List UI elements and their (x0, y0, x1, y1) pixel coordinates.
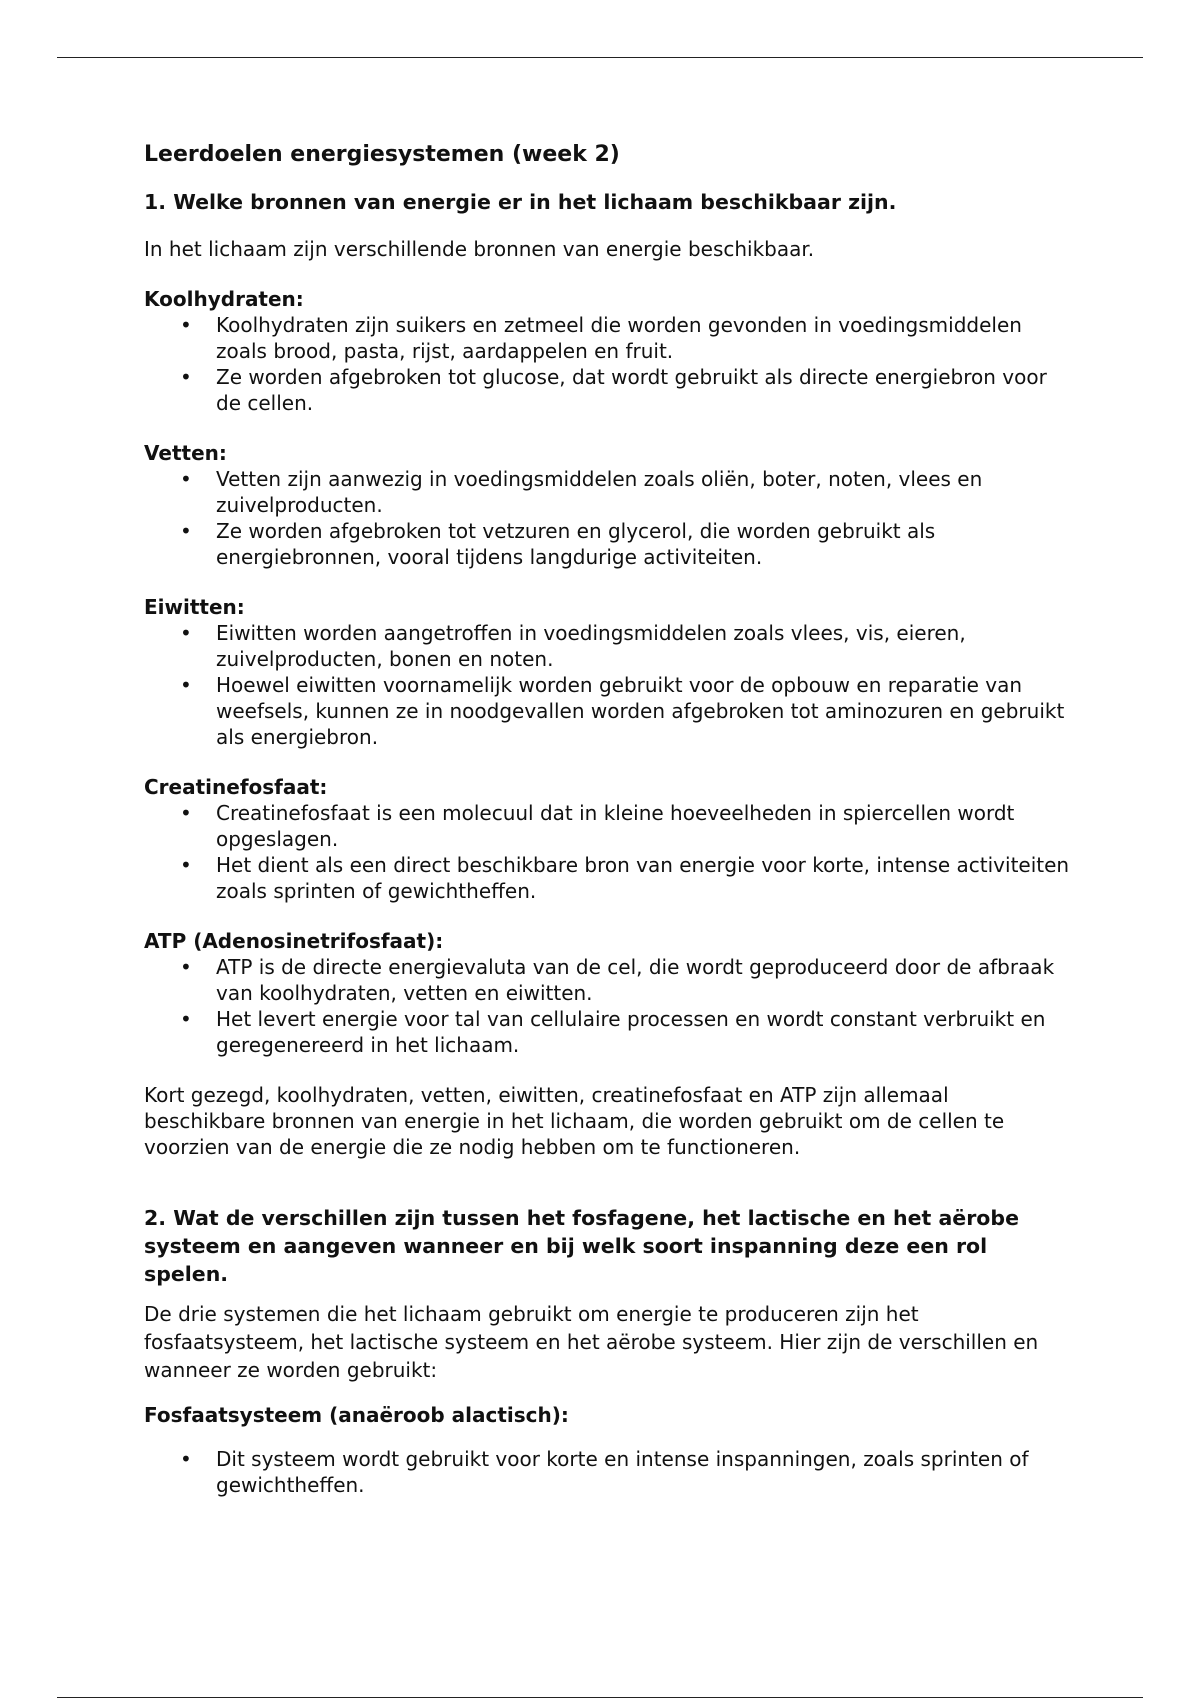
document-title: Leerdoelen energiesystemen (week 2) (144, 142, 620, 167)
list-item: • Ze worden afgebroken tot glucose, dat wordt gebruikt als directe energiebron voor de cellen. (144, 364, 1074, 416)
fats-heading: Vetten: (144, 441, 227, 465)
question-1-heading: 1. Welke bronnen van energie er in het lichaam beschikbaar zijn. (144, 190, 897, 214)
carbohydrates-heading: Koolhydraten: (144, 287, 304, 311)
list-item: • Vetten zijn aanwezig in voedingsmiddelen zoals oliën, boter, noten, vlees en zuivelproducten. (144, 466, 1074, 518)
proteins-heading: Eiwitten: (144, 595, 245, 619)
section-2-intro: De drie systemen die het lichaam gebruikt om energie te produceren zijn het fosfaatsysteem, het lactische systeem en het aërobe systeem. Hier zijn de verschillen en wanneer ze worden gebruikt: (144, 1302, 1039, 1382)
section-1-intro: In het lichaam zijn verschillende bronnen van energie beschikbaar. (144, 237, 815, 261)
list-item: • Eiwitten worden aangetroffen in voedingsmiddelen zoals vlees, vis, eieren, zuivelproducten, bonen en noten. (144, 620, 1074, 672)
fats-list (144, 466, 1074, 570)
energy-source-fats (144, 440, 1074, 570)
list-item: • Het levert energie voor tal van cellulaire processen en wordt constant verbruikt en geregenereerd in het lichaam. (144, 1006, 1074, 1058)
header-rule (57, 57, 1143, 58)
carbohydrates-list (144, 312, 1074, 416)
footer-rule (57, 1697, 1143, 1698)
creatine-phosphate-heading: Creatinefosfaat: (144, 775, 328, 799)
list-item: • Hoewel eiwitten voornamelijk worden gebruikt voor de opbouw en reparatie van weefsels, kunnen ze in noodgevallen worden afgebroken tot aminozuren en gebruikt als energiebron. (144, 672, 1074, 750)
list-item: • Dit systeem wordt gebruikt voor korte en intense inspanningen, zoals sprinten of gewichtheffen. (144, 1446, 1074, 1498)
atp-list (144, 954, 1074, 1058)
list-item: • ATP is de directe energievaluta van de cel, die wordt geproduceerd door de afbraak van koolhydraten, vetten en eiwitten. (144, 954, 1074, 1006)
phosphate-system-list (144, 1446, 1074, 1498)
proteins-list (144, 620, 1074, 750)
energy-source-proteins (144, 594, 1074, 750)
atp-heading: ATP (Adenosinetrifosfaat): (144, 929, 444, 953)
section-1-summary: Kort gezegd, koolhydraten, vetten, eiwitten, creatinefosfaat en ATP zijn allemaal beschikbare bronnen van energie in het lichaam, die worden gebruikt om de cellen te voorzien van de energie die ze nodig hebben om te functioneren. (144, 1083, 1005, 1159)
question-2-heading: 2. Wat de verschillen zijn tussen het fosfagene, het lactische en het aërobe systeem en aangeven wanneer en bij welk soort inspanning deze een rol spelen. (144, 1206, 1019, 1286)
creatine-phosphate-list (144, 800, 1074, 904)
energy-source-atp (144, 928, 1074, 1058)
list-item: • Koolhydraten zijn suikers en zetmeel die worden gevonden in voedingsmiddelen zoals brood, pasta, rijst, aardappelen en fruit. (144, 312, 1074, 364)
list-item: • Ze worden afgebroken tot vetzuren en glycerol, die worden gebruikt als energiebronnen, vooral tijdens langdurige activiteiten. (144, 518, 1074, 570)
document-body (144, 140, 1074, 1498)
energy-source-carbohydrates (144, 286, 1074, 416)
list-item: • Creatinefosfaat is een molecuul dat in kleine hoeveelheden in spiercellen wordt opgeslagen. (144, 800, 1074, 852)
phosphate-system-heading: Fosfaatsysteem (anaëroob alactisch): (144, 1403, 569, 1427)
energy-source-creatine-phosphate (144, 774, 1074, 904)
list-item: • Het dient als een direct beschikbare bron van energie voor korte, intense activiteiten zoals sprinten of gewichtheffen. (144, 852, 1074, 904)
